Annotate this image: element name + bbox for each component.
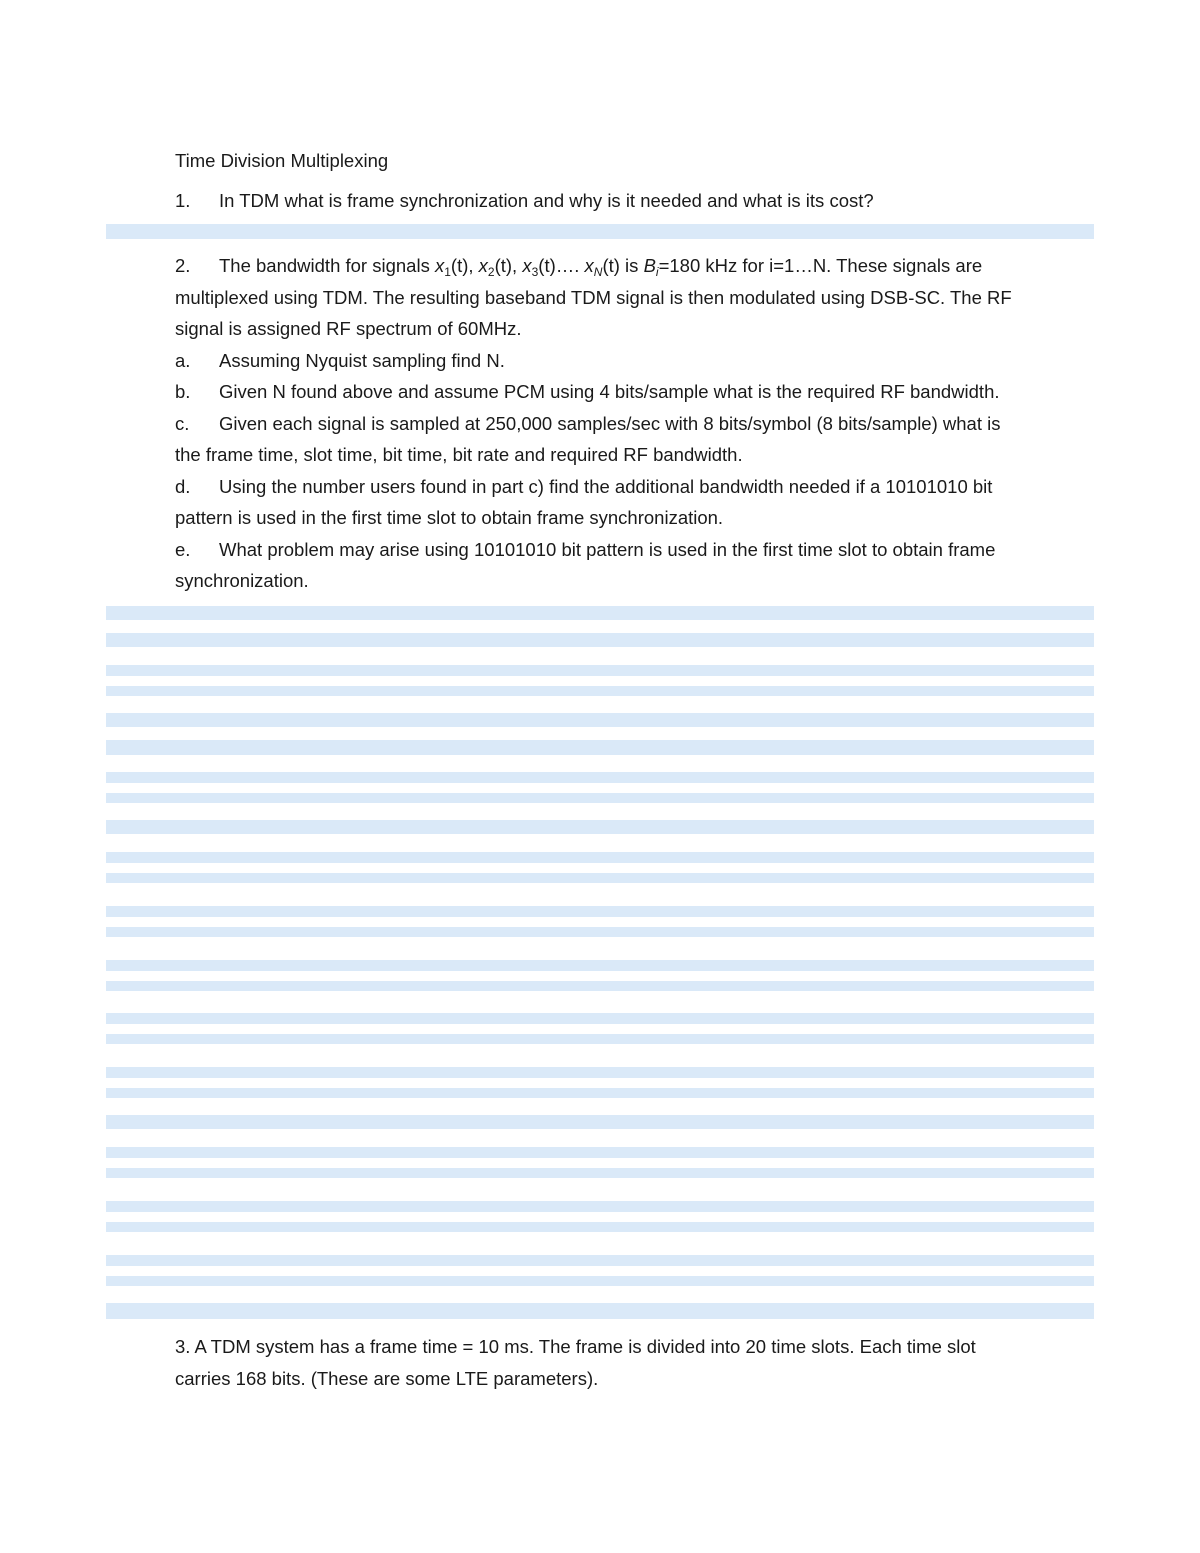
question-2-line-3: signal is assigned RF spectrum of 60MHz. bbox=[175, 318, 522, 339]
question-2-part-d-continued: pattern is used in the first time slot to obtain frame synchronization. bbox=[175, 507, 724, 528]
answer-area-band bbox=[106, 1147, 1094, 1158]
answer-area-band bbox=[106, 1201, 1094, 1212]
question-2-part-b bbox=[175, 376, 1075, 408]
answer-area-band bbox=[106, 633, 1094, 647]
answer-area-band bbox=[106, 772, 1094, 783]
answer-area-band bbox=[106, 981, 1094, 991]
question-2-line-1: 2. The bandwidth for signals $x_1(t)$, $x_2(t)$, $x_3(t)\dots$. $x_N(t)$ is $B_i=180$ kHz for i=1…N. These signals are bbox=[175, 250, 1075, 282]
question-2-part-a bbox=[175, 345, 1075, 377]
part-text: Using the number users found in part c) find the additional bandwidth needed if a 10101010 bit bbox=[219, 475, 993, 497]
part-label: c. bbox=[175, 412, 190, 434]
answer-area-band bbox=[106, 852, 1094, 863]
document-title: Time Division Multiplexing bbox=[175, 150, 389, 171]
answer-area-band bbox=[106, 906, 1094, 917]
question-2-number: 2. bbox=[175, 255, 191, 276]
question-1 bbox=[175, 185, 1075, 217]
part-label: d. bbox=[175, 475, 191, 497]
answer-area-band bbox=[106, 740, 1094, 755]
answer-area-band bbox=[106, 1222, 1094, 1232]
answer-area-band bbox=[106, 927, 1094, 937]
part-text: Given N found above and assume PCM using 4 bits/sample what is the required RF bandwidth. bbox=[219, 381, 1000, 402]
question-3 bbox=[175, 1331, 1075, 1394]
answer-area-band bbox=[106, 1115, 1094, 1129]
answer-area-band bbox=[106, 1088, 1094, 1098]
question-3-line-1: 3. A TDM system has a frame time = 10 ms. The frame is divided into 20 time slots. Each time slot bbox=[175, 1336, 976, 1357]
answer-area-band bbox=[106, 960, 1094, 971]
question-2-part-c-continued: the frame time, slot time, bit time, bit rate and required RF bandwidth. bbox=[175, 444, 743, 465]
question-2 bbox=[175, 250, 1075, 597]
answer-area-band bbox=[106, 224, 1094, 239]
answer-area-band bbox=[106, 873, 1094, 883]
answer-area-band bbox=[106, 1067, 1094, 1078]
answer-area-band bbox=[106, 1013, 1094, 1024]
question-2-part-e-continued: synchronization. bbox=[175, 570, 309, 591]
part-label: b. bbox=[175, 381, 191, 402]
question-2-part-d bbox=[175, 471, 1075, 503]
question-1-text: In TDM what is frame synchronization and why is it needed and what is its cost? bbox=[219, 190, 874, 211]
answer-area-band bbox=[106, 1303, 1094, 1319]
part-text: What problem may arise using 10101010 bit pattern is used in the first time slot to obtain frame bbox=[219, 538, 996, 560]
part-label: a. bbox=[175, 349, 191, 371]
answer-area-band bbox=[106, 820, 1094, 834]
answer-area-band bbox=[106, 686, 1094, 696]
part-text: Assuming Nyquist sampling find N. bbox=[219, 349, 505, 371]
document-title-block bbox=[175, 145, 1075, 177]
part-text: Given each signal is sampled at 250,000 samples/sec with 8 bits/symbol (8 bits/sample) what is bbox=[219, 412, 1001, 434]
question-2-part-c bbox=[175, 408, 1075, 440]
answer-area-band bbox=[106, 713, 1094, 727]
answer-area-band bbox=[106, 1034, 1094, 1044]
answer-area-band bbox=[106, 606, 1094, 620]
answer-area-band bbox=[106, 1255, 1094, 1266]
question-1-number: 1. bbox=[175, 190, 191, 211]
question-2-line-2: multiplexed using TDM. The resulting baseband TDM signal is then modulated using DSB-SC. The RF bbox=[175, 286, 1012, 308]
question-3-line-2: carries 168 bits. (These are some LTE parameters). bbox=[175, 1367, 599, 1389]
answer-area-band bbox=[106, 1168, 1094, 1178]
answer-area-band bbox=[106, 793, 1094, 803]
answer-area-band bbox=[106, 1276, 1094, 1286]
answer-area-band bbox=[106, 665, 1094, 676]
part-label: e. bbox=[175, 538, 191, 560]
question-2-part-e bbox=[175, 534, 1075, 566]
